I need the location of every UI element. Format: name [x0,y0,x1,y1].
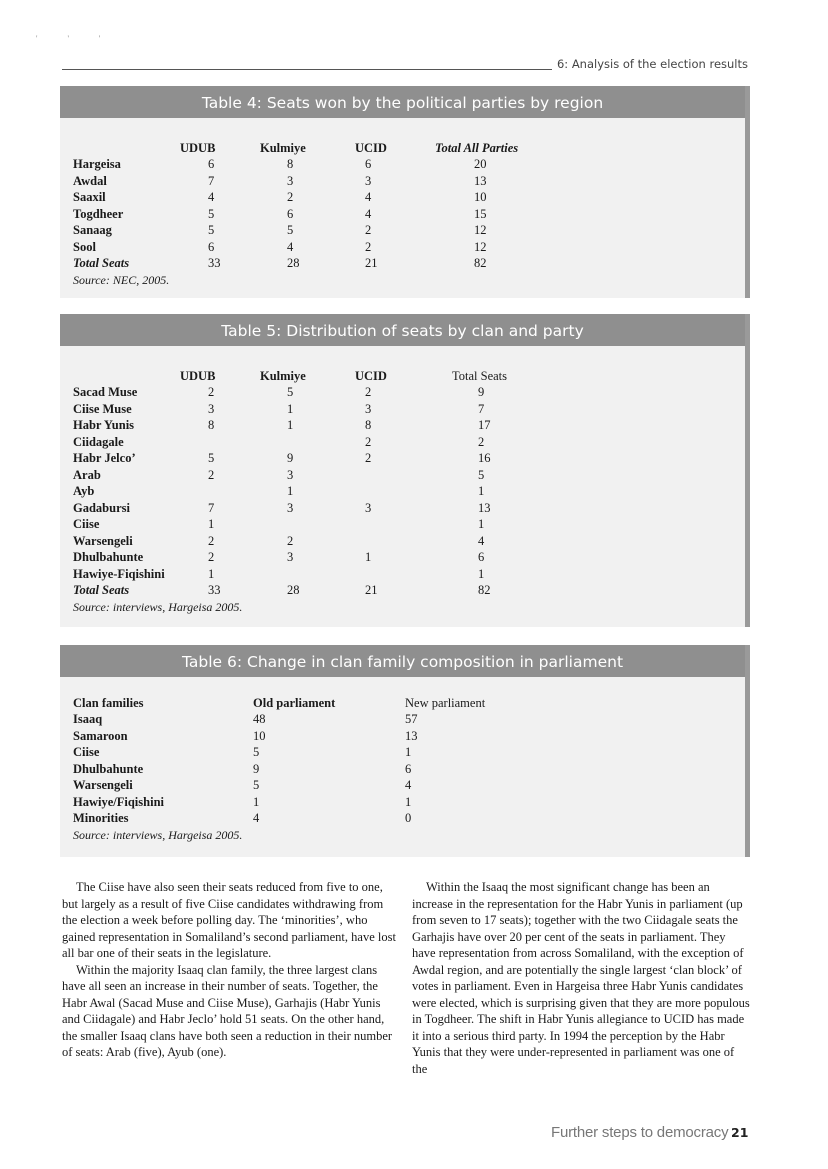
table-cell: 4 [365,190,372,204]
table-cell: 3 [287,467,294,482]
table-cell: 6 [405,761,412,776]
table-row [60,794,745,810]
table-cell: 15 [474,206,487,221]
table-5-title: Table 5: Distribution of seats by clan and party [60,314,745,346]
table-row [60,810,745,826]
table-cell: 6 [478,550,485,564]
row-label: Hawiye-Fiqishini [73,566,165,581]
table-row [60,467,745,483]
table-cell: 16 [478,451,491,465]
table-row [60,222,745,238]
table-cell: 4 [208,190,215,204]
paragraph: Within the majority Isaaq clan family, the three largest clans have all seen an increase in their number of seats. Together, the Habr Awal (Sacad Muse and Ciise Muse), Garhajis (Habr Yunis and Ciidagale) and Habr Jeclo’ hold 51 seats. On the other hand, the smaller Isaaq clans have both seen a reduction in their number of seats: Arab (five), Ayub (one). [62,962,393,1059]
table-cell: 17 [478,418,491,432]
table-row [60,500,745,516]
table-row [60,516,745,532]
table-6 [60,645,750,857]
table-source: Source: NEC, 2005. [73,272,170,287]
table-cell: 1 [478,484,485,498]
table-cell: 1 [287,418,294,432]
publication-title: Further steps to democracy [551,1124,729,1141]
table-cell: 6 [208,157,215,171]
table-cell: 1 [405,745,412,759]
column-header: Total All Parties [435,141,519,155]
table-row-total [60,255,745,271]
table-cell: 5 [253,745,260,759]
table-row [60,434,745,450]
table-cell: 2 [287,533,294,548]
table-row [60,728,745,744]
row-label: Hawiye/Fiqishini [73,794,164,809]
table-row [60,695,745,711]
table-row [60,549,745,565]
table-cell: 2 [208,467,215,482]
table-6-title: Table 6: Change in clan family composition in parliament [60,645,745,677]
body-column-left [62,879,400,1061]
row-label: Dhulbahunte [73,550,144,564]
table-cell: 3 [365,500,372,515]
row-label: Habr Jelco’ [73,451,136,465]
table-cell: 3 [287,550,294,564]
table-cell: 2 [478,434,485,449]
column-header: UCID [355,369,387,383]
table-cell: 2 [365,385,372,399]
table-cell: 7 [208,173,215,188]
table-cell: 3 [287,500,294,515]
table-cell: 1 [208,517,215,531]
table-row [60,189,745,205]
total-cell: 21 [365,583,378,597]
table-row [60,401,745,417]
table-cell: 6 [287,206,294,221]
page-number: 21 [731,1125,749,1140]
table-cell: 9 [287,451,294,465]
table-4-title: Table 4: Seats won by the political parties by region [60,86,745,118]
table-row [60,173,745,189]
row-label: Samaroon [73,728,128,743]
table-cell: 6 [365,157,372,171]
row-label: Ciidagale [73,434,124,449]
table-cell: 3 [287,173,294,188]
table-row [60,417,745,433]
table-cell: 1 [478,566,485,581]
table-cell: 1 [478,517,485,531]
row-label: Minorities [73,811,129,825]
row-label: Ciise [73,517,100,531]
column-header: Total Seats [452,369,508,383]
table-source: Source: interviews, Hargeisa 2005. [73,599,243,614]
table-cell: 2 [365,451,372,465]
column-header: Old parliament [253,696,336,710]
table-cell: 2 [208,550,215,564]
table-row [60,711,745,727]
row-label: Saaxil [73,190,106,204]
total-cell: 33 [208,583,221,597]
table-cell: 7 [208,500,215,515]
row-label: Sacad Muse [73,385,138,399]
table-source: Source: interviews, Hargeisa 2005. [73,827,243,842]
total-cell: 28 [287,256,300,270]
table-5 [60,314,750,627]
table-cell: 4 [405,778,412,792]
body-column-right [412,879,750,1077]
table-cell: 5 [478,467,485,482]
row-label: Sool [73,239,96,254]
table-cell: 5 [253,778,260,792]
total-label: Total Seats [73,583,130,597]
table-cell: 6 [208,239,215,254]
row-label: Togdheer [73,206,124,221]
table-cell: 3 [365,401,372,416]
table-cell: 2 [365,223,372,237]
table-cell: 10 [474,190,487,204]
table-cell: 48 [253,712,266,726]
table-cell: 1 [253,794,260,809]
total-cell: 82 [478,583,491,597]
table-cell: 4 [253,811,260,825]
column-header: Clan families [73,696,144,710]
row-label: Arab [73,467,101,482]
table-4 [60,86,750,298]
running-footer [0,1124,828,1142]
table-cell: 13 [478,500,491,515]
column-header: UDUB [180,369,216,383]
table-cell: 9 [253,761,260,776]
table-row [60,744,745,760]
table-cell: 12 [474,239,487,254]
total-cell: 21 [365,256,378,270]
table-cell: 1 [287,401,294,416]
table-cell: 5 [208,451,215,465]
table-cell: 57 [405,712,418,726]
table-cell: 5 [208,206,215,221]
row-label: Ayb [73,484,95,498]
table-cell: 2 [208,533,215,548]
column-header: UDUB [180,141,216,155]
column-header: UCID [355,141,387,155]
total-cell: 33 [208,256,221,270]
table-cell: 5 [287,223,294,237]
table-row [60,368,745,384]
table-cell: 12 [474,223,487,237]
table-cell: 20 [474,157,487,171]
total-cell: 82 [474,256,487,270]
row-label: Gadabursi [73,500,130,515]
table-cell: 13 [405,728,418,743]
table-row [60,206,745,222]
table-row [60,777,745,793]
table-row [60,384,745,400]
table-cell: 4 [478,533,485,548]
print-marks: ' ' ' [36,34,115,43]
row-label: Isaaq [73,712,103,726]
total-label: Total Seats [73,256,130,270]
row-label: Ciise [73,745,100,759]
table-row [60,533,745,549]
table-row [60,156,745,172]
paragraph: The Ciise have also seen their seats reduced from five to one, but largely as a result of five Ciise candidates withdrawing from the election a week before polling day. The ‘minorities’, who gained representation in Somaliland’s second parliament, have lost all bar one of their seats in the legislature. [62,880,396,960]
row-label: Hargeisa [73,157,121,171]
table-cell: 7 [478,401,485,416]
table-cell: 4 [365,206,372,221]
table-cell: 0 [405,811,412,825]
table-row [60,761,745,777]
row-label: Dhulbahunte [73,761,144,776]
table-cell: 3 [208,401,215,416]
row-label: Sanaag [73,223,112,237]
table-cell: 3 [365,173,372,188]
table-cell: 5 [208,223,215,237]
table-cell: 1 [208,566,215,581]
table-row [60,483,745,499]
table-cell: 2 [208,385,215,399]
row-label: Awdal [73,173,107,188]
chapter-title: 6: Analysis of the election results [556,57,748,71]
row-label: Habr Yunis [73,418,135,432]
table-cell: 5 [287,385,294,399]
table-cell: 2 [287,190,294,204]
table-cell: 8 [287,157,294,171]
table-cell: 1 [365,550,372,564]
table-cell: 10 [253,728,266,743]
table-cell: 9 [478,385,485,399]
table-cell: 2 [365,239,372,254]
column-header: New parliament [405,696,486,710]
header-rule [62,69,552,70]
running-header [62,56,748,74]
table-row-total [60,582,745,598]
column-header: Kulmiye [260,369,306,383]
table-row [60,566,745,582]
table-row [60,450,745,466]
row-label: Ciise Muse [73,401,132,416]
table-cell: 2 [365,434,372,449]
table-row [60,140,745,156]
table-cell: 8 [365,418,372,432]
table-cell: 13 [474,173,487,188]
row-label: Warsengeli [73,533,133,548]
paragraph: Within the Isaaq the most significant change has been an increase in the representation for the Habr Yunis in parliament (up from seven to 17 seats); together with the two Ciidagale seats the Garhajis have over 20 per cent of the seats in parliament. They have representation from across Somaliland, with the exception of Awdal region, and are potentially the single largest ‘clan block’ of votes in parliament. Even in Hargeisa three Habr Yunis candidates were elected, which is surprising given that they are more populous in Togdheer. The shift in Habr Yunis allegiance to UCID has made it into a serious third party. In 1994 the perception by the Habr Yunis that they were under-represented in parliament was one of the [412,880,750,1076]
table-cell: 1 [287,484,294,498]
row-label: Warsengeli [73,778,133,792]
total-cell: 28 [287,583,300,597]
column-header: Kulmiye [260,141,306,155]
table-cell: 1 [405,794,412,809]
table-cell: 4 [287,239,294,254]
table-cell: 8 [208,418,215,432]
table-row [60,239,745,255]
